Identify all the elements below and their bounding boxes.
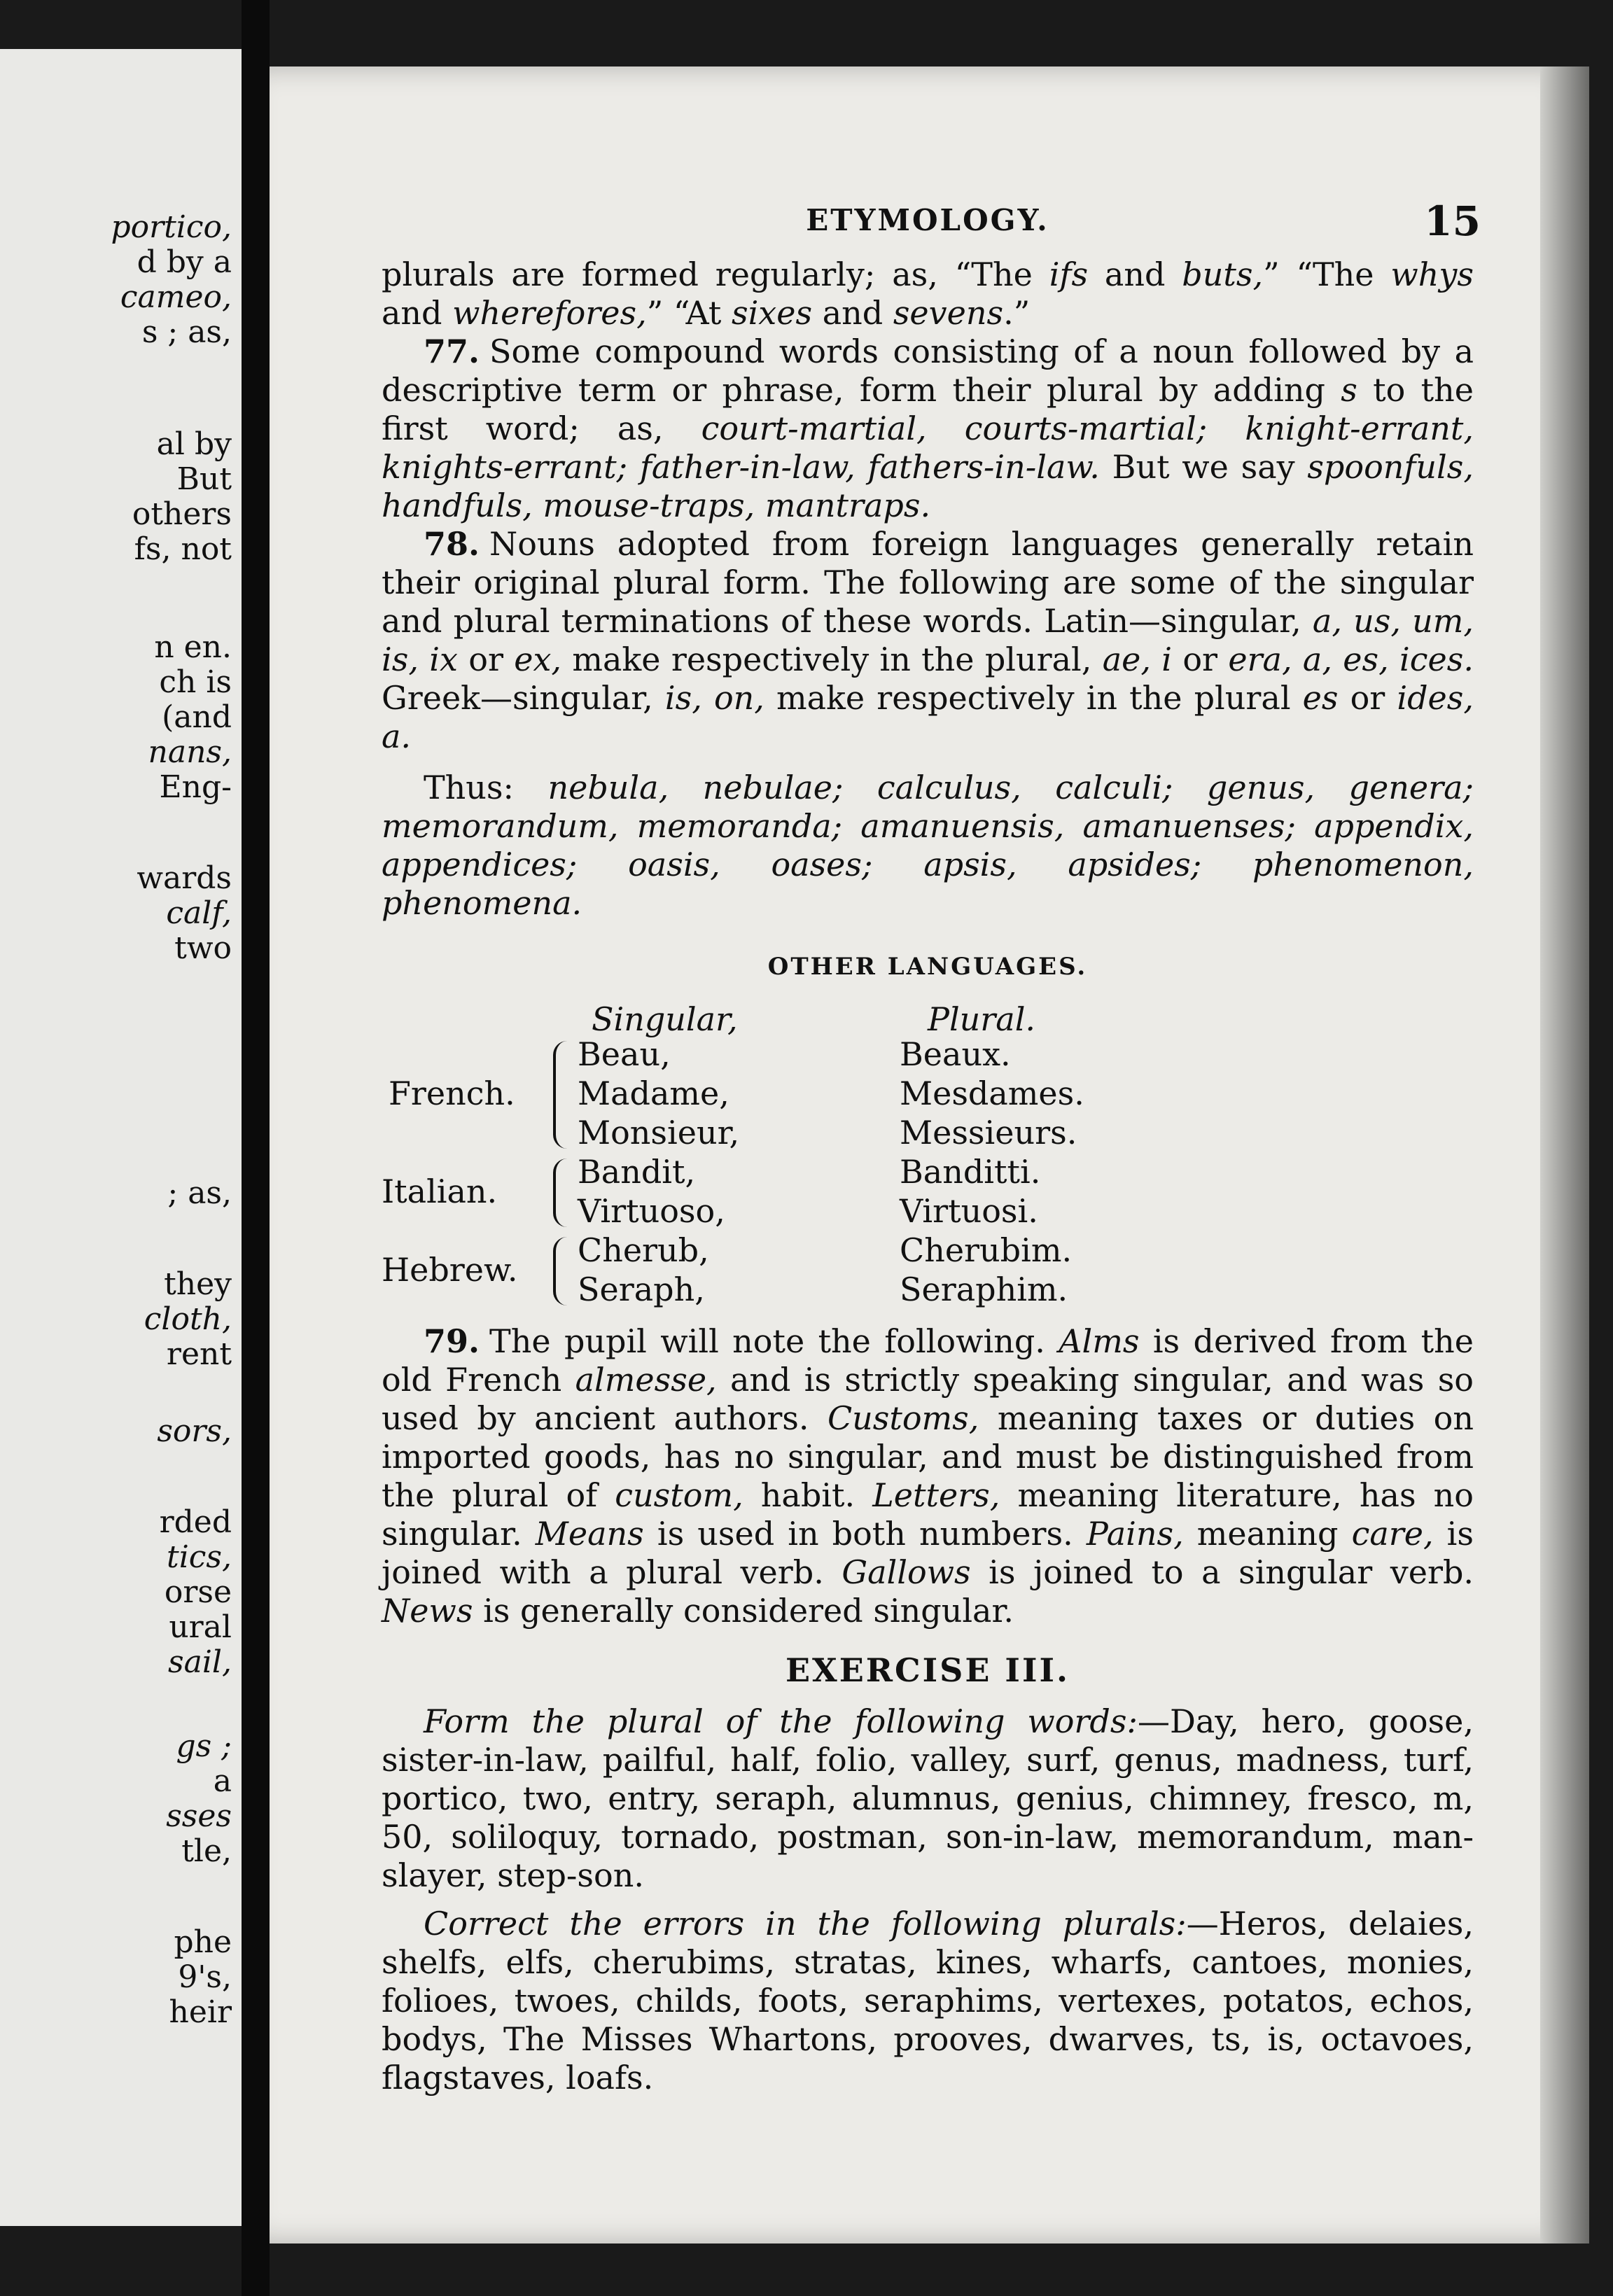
left-page-text-fragment: portico,	[111, 209, 232, 245]
singular-form: Bandit,	[578, 1153, 696, 1191]
paragraph-number: 77.	[424, 332, 480, 370]
left-page-text-fragment: ch is	[159, 664, 232, 700]
page-edge	[1540, 66, 1589, 2244]
language-label: French.	[389, 1074, 515, 1112]
left-page-text-fragment: two	[174, 930, 232, 966]
paragraph-76-tail: plurals are formed regularly; as, “The ifs and buts,” “The whys and wherefores,” “At sixes and sevens.”	[382, 255, 1474, 332]
language-label: Italian.	[382, 1172, 498, 1210]
book-spine	[242, 0, 270, 2296]
exercise-question-2: Correct the errors in the following plurals:—Heros, delaies, shelfs, elfs, cherubims, stratas, kines, wharfs, cantoes, monies, folioes, twoes, childs, foots, seraphims, vertexes, potatos, echos, bodys, The Misses Whartons, prooves, dwarves, ts, is, octavoes, flagstaves, loafs.	[382, 1905, 1474, 2096]
left-page-text-fragment: fs, not	[134, 531, 232, 567]
brace	[553, 1158, 567, 1227]
left-page-text-fragment: wards	[137, 860, 232, 896]
plural-form: Cherubim.	[900, 1231, 1073, 1269]
left-page-text-fragment: tle,	[181, 1833, 232, 1869]
page-content	[382, 255, 1474, 2097]
singular-form: Virtuoso,	[578, 1192, 725, 1230]
language-label: Hebrew.	[382, 1251, 518, 1289]
left-page-text-fragment: rent	[166, 1336, 232, 1372]
left-page-text-fragment: tics,	[167, 1539, 232, 1575]
page-number: 15	[1424, 197, 1481, 245]
brace	[553, 1237, 567, 1306]
brace	[553, 1041, 567, 1149]
singular-form: Cherub,	[578, 1231, 709, 1269]
left-page-text-fragment: cloth,	[144, 1301, 232, 1337]
book-page	[270, 66, 1589, 2244]
left-page-text-fragment: But	[176, 461, 232, 497]
singular-form: Beau,	[578, 1035, 671, 1073]
left-page-text-fragment: phe	[174, 1924, 232, 1960]
plural-form: Virtuosi.	[900, 1192, 1038, 1230]
left-page-text-fragment: rded	[159, 1504, 232, 1540]
left-page-text-fragment: d by a	[137, 244, 232, 280]
plural-form: Beaux.	[900, 1035, 1011, 1073]
left-page-text-fragment: sors,	[157, 1413, 232, 1449]
paragraph-thus: Thus: nebula, nebulae; calculus, calculi; genus, genera; memorandum, memoranda; amanuensis, amanuenses; appendix, appendices; oasis, oases; apsis, apsides; phenomenon, phenomena.	[382, 769, 1474, 922]
left-page-text-fragment: heir	[169, 1994, 232, 2030]
paragraph-77: 77. Some compound words consisting of a noun followed by a descriptive term or phrase, form their plural by adding s to the first word; as, court-martial, courts-martial; knight-errant, knights-errant; father-in-law, fathers-in-law. But we say spoonfuls, handfuls, mouse-traps, mantraps.	[382, 332, 1474, 524]
column-head-singular: Singular,	[592, 1000, 738, 1038]
left-page-text-fragment: Eng-	[159, 769, 232, 805]
left-page-text-fragment: sail,	[168, 1644, 232, 1680]
singular-form: Seraph,	[578, 1270, 705, 1308]
left-page-text-fragment: ural	[169, 1609, 232, 1645]
left-page-text-fragment: orse	[164, 1574, 232, 1610]
left-page-text-fragment: ; as,	[167, 1175, 232, 1211]
left-page-text-fragment: they	[164, 1266, 232, 1302]
left-page-text-fragment: (and	[162, 699, 232, 735]
plural-form: Seraphim.	[900, 1270, 1068, 1308]
paragraph-number: 78.	[424, 525, 480, 563]
section-heading-exercise: EXERCISE III.	[785, 1651, 1070, 1689]
running-head	[382, 197, 1481, 245]
left-page-text-fragment: s ; as,	[141, 314, 232, 350]
plural-form: Mesdames.	[900, 1074, 1084, 1112]
left-page-text-fragment: al by	[156, 426, 232, 462]
left-page-text-fragment: n en.	[154, 629, 232, 665]
singular-form: Madame,	[578, 1074, 729, 1112]
paragraph-78: 78. Nouns adopted from foreign languages generally retain their original plural form. The following are some of the singular and plural terminations of these words. Latin—singular, a, us, um, is, ix or ex, make respectively in the plural, ae, i or era, a, es, ices. Greek—singular, is, on, make respectively in the plural es or ides, a.	[382, 525, 1474, 755]
column-head-plural: Plural.	[928, 1000, 1036, 1038]
left-page-fragment	[0, 49, 242, 2226]
plural-table	[382, 1000, 1474, 1308]
left-page-text-fragment: others	[132, 496, 232, 532]
paragraph-79: 79. The pupil will note the following. Alms is derived from the old French almesse, and is strictly speaking singular, and was so used by ancient authors. Customs, meaning taxes or duties on imported goods, has no singular, and must be distinguished from the plural of custom, habit. Letters, meaning literature, has no singular. Means is used in both numbers. Pains, meaning care, is joined with a plural verb. Gallows is joined to a singular verb. News is generally considered singular.	[382, 1322, 1474, 1630]
left-page-text-fragment: nans,	[148, 734, 232, 770]
plural-form: Banditti.	[900, 1153, 1041, 1191]
left-page-text-fragment: a	[213, 1763, 232, 1799]
running-title: ETYMOLOGY.	[806, 203, 1049, 237]
left-page-text-fragment: sses	[166, 1798, 232, 1834]
section-heading-other-languages: OTHER LANGUAGES.	[767, 953, 1088, 981]
left-page-text-fragment: 9's,	[178, 1959, 232, 1995]
left-page-text-fragment: calf,	[166, 895, 232, 931]
paragraph-number: 79.	[424, 1322, 480, 1360]
left-page-text-fragment: cameo,	[120, 279, 232, 315]
plural-form: Messieurs.	[900, 1114, 1077, 1152]
exercise-question-1: Form the plural of the following words:—Day, hero, goose, sister-in-law, pailful, half, folio, valley, surf, genus, madness, turf, portico, two, entry, seraph, alumnus, genius, chimney, fresco, m, 50, soliloquy, tornado, postman, son-in-law, memorandum, man-slayer, step-son.	[382, 1702, 1474, 1894]
singular-form: Monsieur,	[578, 1114, 740, 1152]
left-page-text-fragment: gs ;	[176, 1728, 232, 1764]
